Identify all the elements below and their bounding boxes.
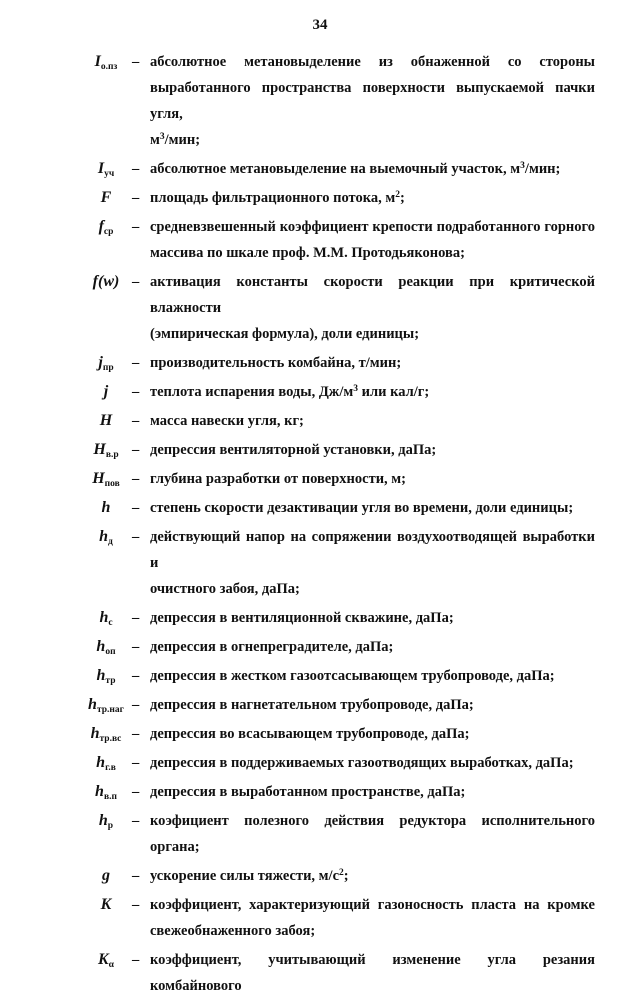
symbol	[80, 49, 132, 75]
dash: –	[132, 610, 140, 626]
glossary-entry	[80, 379, 595, 405]
definition	[150, 779, 595, 805]
dash: –	[132, 355, 140, 371]
symbol	[80, 350, 132, 376]
dash: –	[132, 639, 140, 655]
glossary-entry	[80, 185, 595, 211]
glossary-entry	[80, 663, 595, 689]
dash: –	[132, 471, 140, 487]
dash: –	[132, 668, 140, 684]
dash: –	[132, 784, 140, 800]
glossary-entry	[80, 466, 595, 492]
dash: –	[132, 219, 140, 235]
symbol-letter: H	[99, 412, 113, 429]
symbol	[80, 634, 132, 660]
dash: –	[132, 697, 140, 713]
definition-line: (эмпирическая формула), доли единицы;	[150, 326, 420, 342]
glossary-entry	[80, 892, 595, 944]
definition-line: коэффициент, характеризующий газоносность пласта на кромке	[150, 897, 595, 913]
symbol-letter: h	[95, 783, 104, 800]
definition	[150, 379, 595, 405]
symbol-subscript: тр.вс	[99, 734, 122, 744]
definition-line: выработанного пространства поверхности выпускаемой пачки угля,	[150, 80, 595, 122]
symbol-letter: h	[90, 725, 100, 742]
dash: –	[132, 952, 140, 968]
symbol-subscript: ср	[103, 227, 114, 237]
symbol-letter: j	[98, 354, 103, 371]
definition-line: депрессия во всасывающем трубопроводе, даПа;	[150, 726, 470, 742]
symbol-letter: K	[98, 951, 109, 968]
definition	[150, 495, 595, 521]
definition	[150, 947, 595, 999]
symbol-subscript: в.п	[103, 792, 117, 802]
symbol	[80, 863, 132, 889]
definition	[150, 408, 595, 434]
symbol	[80, 692, 132, 718]
definition	[150, 437, 595, 463]
symbol	[80, 663, 132, 689]
symbol-subscript: д	[108, 537, 113, 547]
symbol-subscript: г.в	[105, 763, 116, 773]
symbol-subscript: в.р	[105, 450, 119, 460]
page-number: 34	[312, 17, 328, 33]
symbol	[80, 214, 132, 240]
glossary-entry	[80, 408, 595, 434]
glossary-entry	[80, 524, 595, 602]
symbol	[80, 605, 132, 631]
definition-line: депрессия в выработанном пространстве, даПа;	[150, 784, 466, 800]
definition-line: депрессия в жестком газоотсасывающем трубопроводе, даПа;	[150, 668, 555, 684]
symbol	[80, 269, 132, 295]
symbol-subscript: с	[108, 618, 113, 628]
glossary-entry	[80, 750, 595, 776]
glossary-entry	[80, 692, 595, 718]
symbol	[80, 892, 132, 918]
definition-line: площадь фильтрационного потока, $м^2$;	[150, 190, 405, 206]
dash: –	[132, 274, 140, 290]
definition-line: масса навески угля, кг;	[150, 413, 304, 429]
symbol	[80, 750, 132, 776]
symbol-subscript: пов	[104, 479, 120, 489]
definition	[150, 863, 595, 889]
symbol	[80, 495, 132, 521]
definition	[150, 466, 595, 492]
definition	[150, 214, 595, 266]
definition	[150, 721, 595, 747]
symbol	[80, 156, 132, 182]
symbol-letter: F	[100, 189, 112, 206]
definition-line: депрессия в поддерживаемых газоотводящих выработках, даПа;	[150, 755, 574, 771]
dash: –	[132, 868, 140, 884]
definition-line: депрессия в огнепреградителе, даПа;	[150, 639, 394, 655]
definition-line: глубина разработки от поверхности, м;	[150, 471, 407, 487]
glossary-entry	[80, 269, 595, 347]
definition-line: активация константы скорости реакции при критической влажности	[150, 274, 595, 316]
dash: –	[132, 755, 140, 771]
definition	[150, 269, 595, 347]
symbol-letter: H	[93, 441, 106, 458]
glossary-entry	[80, 779, 595, 805]
definition-line: ускорение силы тяжести, $м/с^2$;	[150, 868, 349, 884]
definition	[150, 605, 595, 631]
symbol-letter: K	[100, 896, 112, 913]
definition	[150, 350, 595, 376]
symbol-subscript: тр.наг	[96, 705, 124, 715]
definition-line: производительность комбайна, т/мин;	[150, 355, 402, 371]
definition-line: $м^3$/мин;	[150, 132, 201, 148]
glossary-entry	[80, 214, 595, 266]
symbol-letter: I	[94, 53, 101, 70]
symbol-letter: j	[103, 383, 109, 400]
definition-line: массива по шкале проф. М.М. Протодьяконова;	[150, 245, 465, 261]
symbol-letter: h	[99, 609, 109, 626]
definition	[150, 892, 595, 944]
definition	[150, 692, 595, 718]
symbol-letter: h	[99, 528, 109, 545]
symbol	[80, 808, 132, 834]
symbol	[80, 408, 132, 434]
definition	[150, 524, 595, 602]
symbol-letter: h	[96, 638, 106, 655]
symbol-subscript: о.пз	[100, 62, 118, 72]
dash: –	[132, 529, 140, 545]
definition	[150, 750, 595, 776]
symbol	[80, 947, 132, 973]
glossary-entry	[80, 437, 595, 463]
symbol	[80, 437, 132, 463]
symbol-subscript: пр	[102, 363, 114, 373]
symbol-letter: f(w)	[92, 273, 120, 290]
definition-line: коэфициент полезного действия редуктора исполнительного органа;	[150, 813, 595, 855]
symbol	[80, 721, 132, 747]
definition-line: абсолютное метановыделение на выемочный участок, $м^3$/мин;	[150, 161, 561, 177]
definition-line: депрессия в нагнетательном трубопроводе, даПа;	[150, 697, 474, 713]
definition	[150, 156, 595, 182]
definition-line: депрессия вентиляторной установки, даПа;	[150, 442, 437, 458]
glossary-entry	[80, 350, 595, 376]
definition-line: депрессия в вентиляционной скважине, даПа;	[150, 610, 454, 626]
dash: –	[132, 726, 140, 742]
definition-line: коэффициент, учитывающий изменение угла резания комбайнового	[150, 952, 595, 994]
symbol-letter: h	[101, 499, 111, 516]
definition-line: действующий напор на сопряжении воздухоотводящей выработки и	[150, 529, 595, 571]
symbol-letter: H	[92, 470, 105, 487]
dash: –	[132, 384, 140, 400]
definition-line: степень скорости дезактивации угля во времени, доли единицы;	[150, 500, 574, 516]
symbol-letter: h	[88, 696, 97, 713]
symbol-letter: g	[102, 867, 110, 884]
glossary-entry	[80, 721, 595, 747]
definition-line: свежеобнаженного забоя;	[150, 923, 316, 939]
dash: –	[132, 54, 140, 70]
glossary-entry	[80, 49, 595, 153]
symbol-subscript: тр	[105, 676, 116, 686]
symbol-subscript: α	[108, 960, 114, 970]
glossary-entry	[80, 863, 595, 889]
symbol-letter: h	[96, 667, 106, 684]
symbol	[80, 466, 132, 492]
glossary-entry	[80, 634, 595, 660]
definition-line: теплота испарения воды, $Дж/м^3$ или кал/г;	[150, 384, 430, 400]
glossary-entry	[80, 947, 595, 999]
symbol-letter: I	[97, 160, 105, 177]
symbol	[80, 379, 132, 405]
dash: –	[132, 500, 140, 516]
dash: –	[132, 897, 140, 913]
symbol	[80, 524, 132, 550]
symbol-subscript: оп	[105, 647, 116, 657]
definition-line: абсолютное метановыделение из обнаженной со стороны	[150, 54, 595, 70]
definition-line: средневзвешенный коэффициент крепости подработанного горного	[150, 219, 595, 235]
glossary-entry	[80, 495, 595, 521]
dash: –	[132, 161, 140, 177]
glossary-entry	[80, 605, 595, 631]
symbol-glossary	[80, 49, 595, 1002]
glossary-entry	[80, 808, 595, 860]
symbol-letter: f	[98, 218, 104, 235]
dash: –	[132, 442, 140, 458]
symbol	[80, 779, 132, 805]
dash: –	[132, 190, 140, 206]
definition	[150, 634, 595, 660]
definition	[150, 808, 595, 860]
dash: –	[132, 413, 140, 429]
symbol-subscript: уч	[104, 169, 115, 179]
definition-line: очистного забоя, даПа;	[150, 581, 300, 597]
definition	[150, 185, 595, 211]
glossary-entry	[80, 156, 595, 182]
definition	[150, 663, 595, 689]
symbol	[80, 185, 132, 211]
symbol-subscript: р	[107, 821, 114, 831]
symbol-letter: h	[96, 754, 106, 771]
dash: –	[132, 813, 140, 829]
symbol-letter: h	[98, 812, 108, 829]
definition	[150, 49, 595, 153]
